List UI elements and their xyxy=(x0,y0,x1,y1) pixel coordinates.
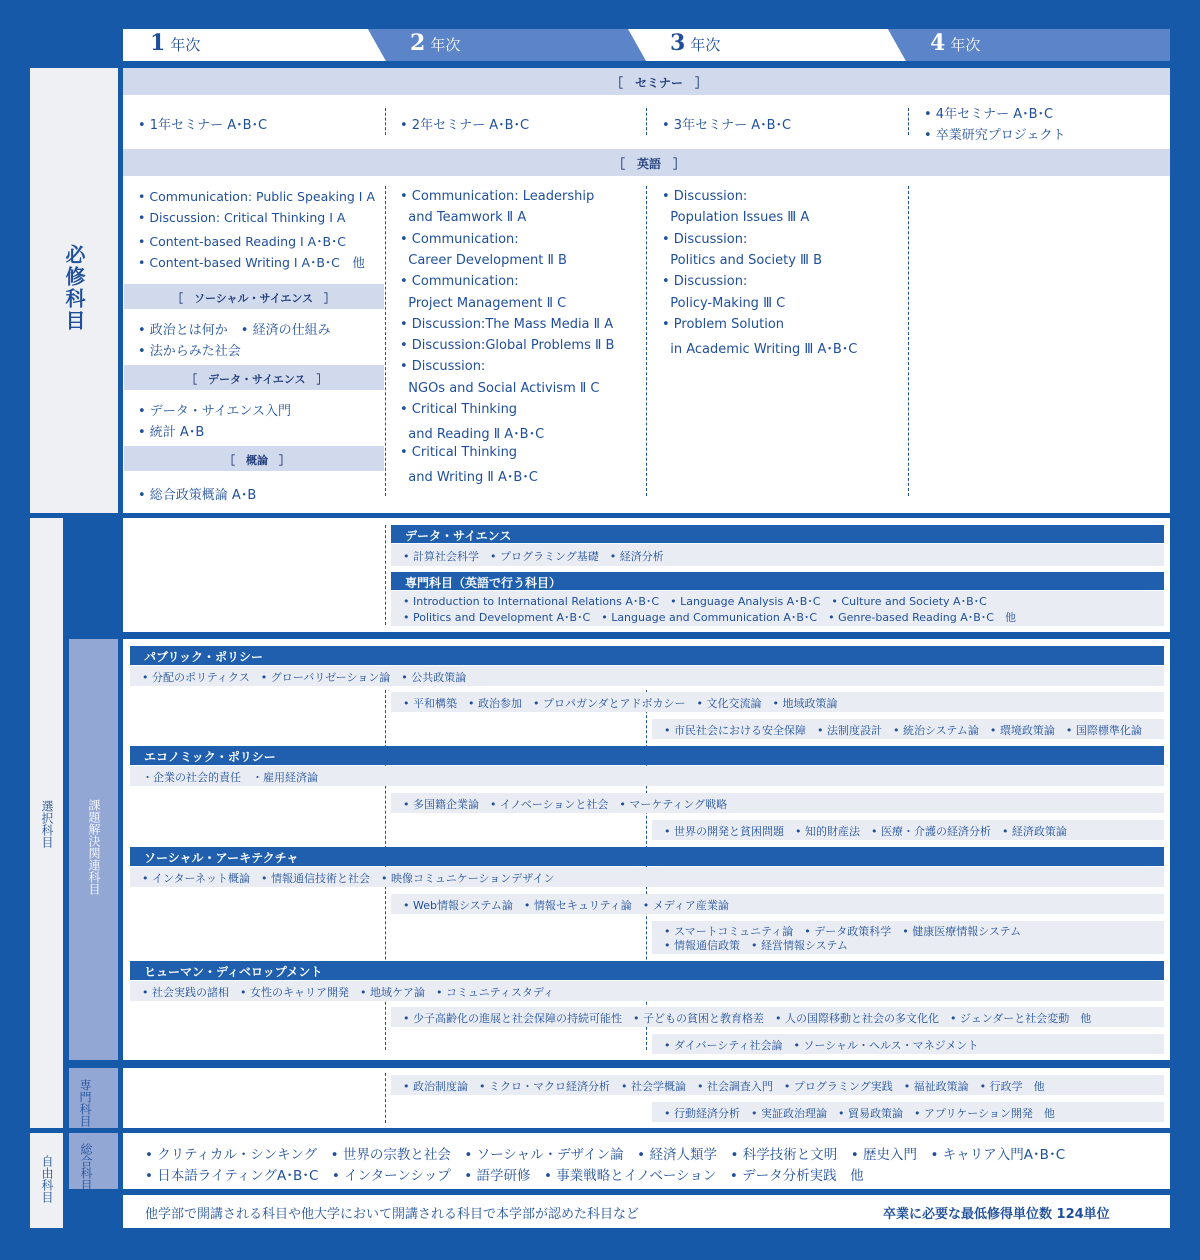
social-item: • 政治とは何か • 経済の仕組み xyxy=(138,323,331,338)
english-y3-item: Policy-Making Ⅲ C xyxy=(662,295,786,311)
english-y3-item: • Discussion: xyxy=(662,274,748,290)
english-y2-item: • Communication: Leadership xyxy=(400,189,595,204)
ds-row: • 計算社会科学 • プログラミング基礎 • 経済分析 xyxy=(391,544,1164,566)
year-3: 3 年次 xyxy=(670,30,721,56)
seminar-y4a: • 4年セミナー A･B･C xyxy=(924,107,1054,122)
divider xyxy=(385,1073,386,1123)
english-y3-item: Politics and Society Ⅲ B xyxy=(662,252,823,268)
english-y2-item: • Communication: xyxy=(400,231,519,247)
kadai-label: 課題解決関連科目 xyxy=(87,799,101,895)
senmon-label: 専門科目 xyxy=(78,1079,92,1127)
sm-row-2: • 行動経済分析 • 実証政治理論 • 貿易政策論 • アプリケーション開発 他 xyxy=(652,1102,1164,1122)
sa-row-1: • インターネット概論 • 情報通信技術と社会 • 映像コミュニケーションデザイン xyxy=(130,867,1164,887)
ep-row-3: • 世界の開発と貧困問題 • 知的財産法 • 医療・介護の経済分析 • 経済政策論 xyxy=(652,820,1164,840)
english-y3-item: • Discussion: xyxy=(662,189,748,204)
english-y2-item: NGOs and Social Activism Ⅱ C xyxy=(400,380,600,396)
english-y2-item: • Communication: xyxy=(400,274,519,290)
english-y2-item: • Discussion:The Mass Media Ⅱ A xyxy=(400,316,614,332)
english-y2-item: • Discussion: xyxy=(400,359,486,375)
sa-row-2: • Web情報システム論 • 情報セキュリティ論 • メディア産業論 xyxy=(391,894,1164,914)
english-y1-item: • Discussion: Critical Thinking Ⅰ A xyxy=(138,210,346,225)
divider xyxy=(908,108,909,135)
sogo-panel xyxy=(123,1133,1170,1189)
hd-header: ヒューマン・ディベロップメント xyxy=(130,961,1164,980)
sogo-row-1: • クリティカル・シンキング • 世界の宗教と社会 • ソーシャル・デザイン論 • 経済人類学 • 科学技術と文明 • 歴史入門 • キャリア入門A･B･C xyxy=(145,1147,1066,1163)
social-band: ［ ソーシャル・サイエンス ］ xyxy=(124,284,384,309)
seminar-y2: • 2年セミナー A･B･C xyxy=(400,118,530,133)
english-y2-item: • Critical Thinking xyxy=(400,402,518,417)
senmon-label-cell xyxy=(69,1068,118,1128)
year-1: 1 年次 xyxy=(150,30,201,56)
english-y3-item: • Discussion: xyxy=(662,231,748,247)
ep-row-2: • 多国籍企業論 • イノベーションと社会 • マーケティング戦略 xyxy=(391,793,1164,813)
english-y2-item: • Discussion:Global Problems Ⅱ B xyxy=(400,338,615,354)
eng-header: 専門科目（英語で行う科目） xyxy=(391,572,1164,590)
note-panel xyxy=(123,1195,1170,1228)
year-2: 2 年次 xyxy=(410,30,461,56)
seminar-y1: • 1年セミナー A･B･C xyxy=(138,118,268,133)
year-4: 4 年次 xyxy=(930,30,981,56)
social-item: • 法からみた社会 xyxy=(138,344,241,359)
divider xyxy=(646,186,647,496)
ep-row-1: ・企業の社会的責任 ・雇用経済論 xyxy=(130,766,1164,786)
divider xyxy=(385,108,386,135)
elective-label-cell xyxy=(30,518,63,1128)
divider xyxy=(908,186,909,496)
english-y2-item: Project Management Ⅱ C xyxy=(400,295,567,311)
divider xyxy=(385,525,386,625)
english-band: ［ 英語 ］ xyxy=(123,149,1170,176)
hd-row-3: • ダイバーシティ社会論 • ソーシャル・ヘルス・マネジメント xyxy=(652,1034,1164,1054)
data-item: • 統計 A･B xyxy=(138,425,205,440)
seminar-band: ［ セミナー ］ xyxy=(123,68,1170,95)
gairon-item: • 総合政策概論 A･B xyxy=(138,488,257,503)
sa-row-3: • スマートコミュニティ論 • データ政策科学 • 健康医療情報システム • 情報通信政策 • 経営情報システム xyxy=(652,921,1164,954)
kadai-label-cell xyxy=(69,639,118,1060)
required-label: 必修科目 xyxy=(62,244,86,332)
data-band: ［ データ・サイエンス ］ xyxy=(124,365,384,390)
english-y3-item: • Problem Solution xyxy=(662,316,785,332)
english-y2-item: and Writing Ⅱ A･B･C xyxy=(400,469,538,485)
english-y2-item: and Teamwork Ⅱ A xyxy=(400,210,527,226)
english-y3-item: Population Issues Ⅲ A xyxy=(662,210,810,226)
free-label: 自由科目 xyxy=(40,1155,54,1203)
english-y1-item: • Communication: Public Speaking Ⅰ A xyxy=(138,189,375,204)
sogo-label: 総合科目 xyxy=(79,1143,93,1191)
hd-row-2: • 少子高齢化の進展と社会保障の持続可能性 • 子どもの貧困と教育格差 • 人の国際移動と社会の多文化化 • ジェンダーと社会変動 他 xyxy=(391,1007,1164,1027)
graduation-units: 卒業に必要な最低修得単位数 124単位 xyxy=(883,1207,1110,1222)
gairon-band: ［ 概論 ］ xyxy=(124,446,384,471)
divider xyxy=(385,186,386,496)
free-note: 他学部で開講される科目や他大学において開講される科目で本学部が認めた科目など xyxy=(145,1207,640,1222)
pp-row-1: • 分配のポリティクス • グローバリゼーション論 • 公共政策論 xyxy=(130,666,1164,686)
required-label-cell xyxy=(30,68,118,513)
hd-row-1: • 社会実践の諸相 • 女性のキャリア開発 • 地域ケア論 • コミュニティスタディ xyxy=(130,981,1164,1001)
divider xyxy=(646,108,647,135)
sm-row-1: • 政治制度論 • ミクロ・マクロ経済分析 • 社会学概論 • 社会調査入門 • プログラミング実践 • 福祉政策論 • 行政学 他 xyxy=(391,1075,1164,1095)
pp-row-2: • 平和構築 • 政治参加 • プロパガンダとアドボカシー • 文化交流論 • 地域政策論 xyxy=(391,692,1164,712)
sa-header: ソーシャル・アーキテクチャ xyxy=(130,847,1164,866)
english-y1-item: • Content-based Writing Ⅰ A･B･C 他 xyxy=(138,255,365,270)
seminar-y4b: • 卒業研究プロジェクト xyxy=(924,128,1066,143)
pp-row-3: • 市民社会における安全保障 • 法制度設計 • 統治システム論 • 環境政策論 • 国際標準化論 xyxy=(652,719,1164,739)
english-y2-item: and Reading Ⅱ A･B･C xyxy=(400,427,545,443)
year-header-arrows xyxy=(123,29,1170,62)
elective-label: 選択科目 xyxy=(40,800,54,848)
ds-header: データ・サイエンス xyxy=(391,525,1164,543)
english-y2-item: • Critical Thinking xyxy=(400,444,518,460)
seminar-y3: • 3年セミナー A･B･C xyxy=(662,118,792,133)
sogo-row-2: • 日本語ライティングA･B･C • インターンシップ • 語学研修 • 事業戦略とイノベーション • データ分析実践 他 xyxy=(145,1168,864,1184)
eng-row: • Introduction to International Relations A･B･C • Language Analysis A･B･C • Culture and Society A･B･C • Politics and Development A･B･C • Language and Communication A･B･C • Genre-based Reading A･B･C 他 xyxy=(391,591,1164,626)
sogo-label-cell xyxy=(69,1133,118,1189)
data-item: • データ・サイエンス入門 xyxy=(138,404,291,419)
free-label-cell xyxy=(30,1133,63,1228)
english-y2-item: Career Development Ⅱ B xyxy=(400,252,567,268)
english-y1-item: • Content-based Reading Ⅰ A･B･C xyxy=(138,234,347,249)
english-y3-item: in Academic Writing Ⅲ A･B･C xyxy=(662,342,858,358)
pp-header: パブリック・ポリシー xyxy=(130,646,1164,665)
ep-header: エコノミック・ポリシー xyxy=(130,746,1164,765)
